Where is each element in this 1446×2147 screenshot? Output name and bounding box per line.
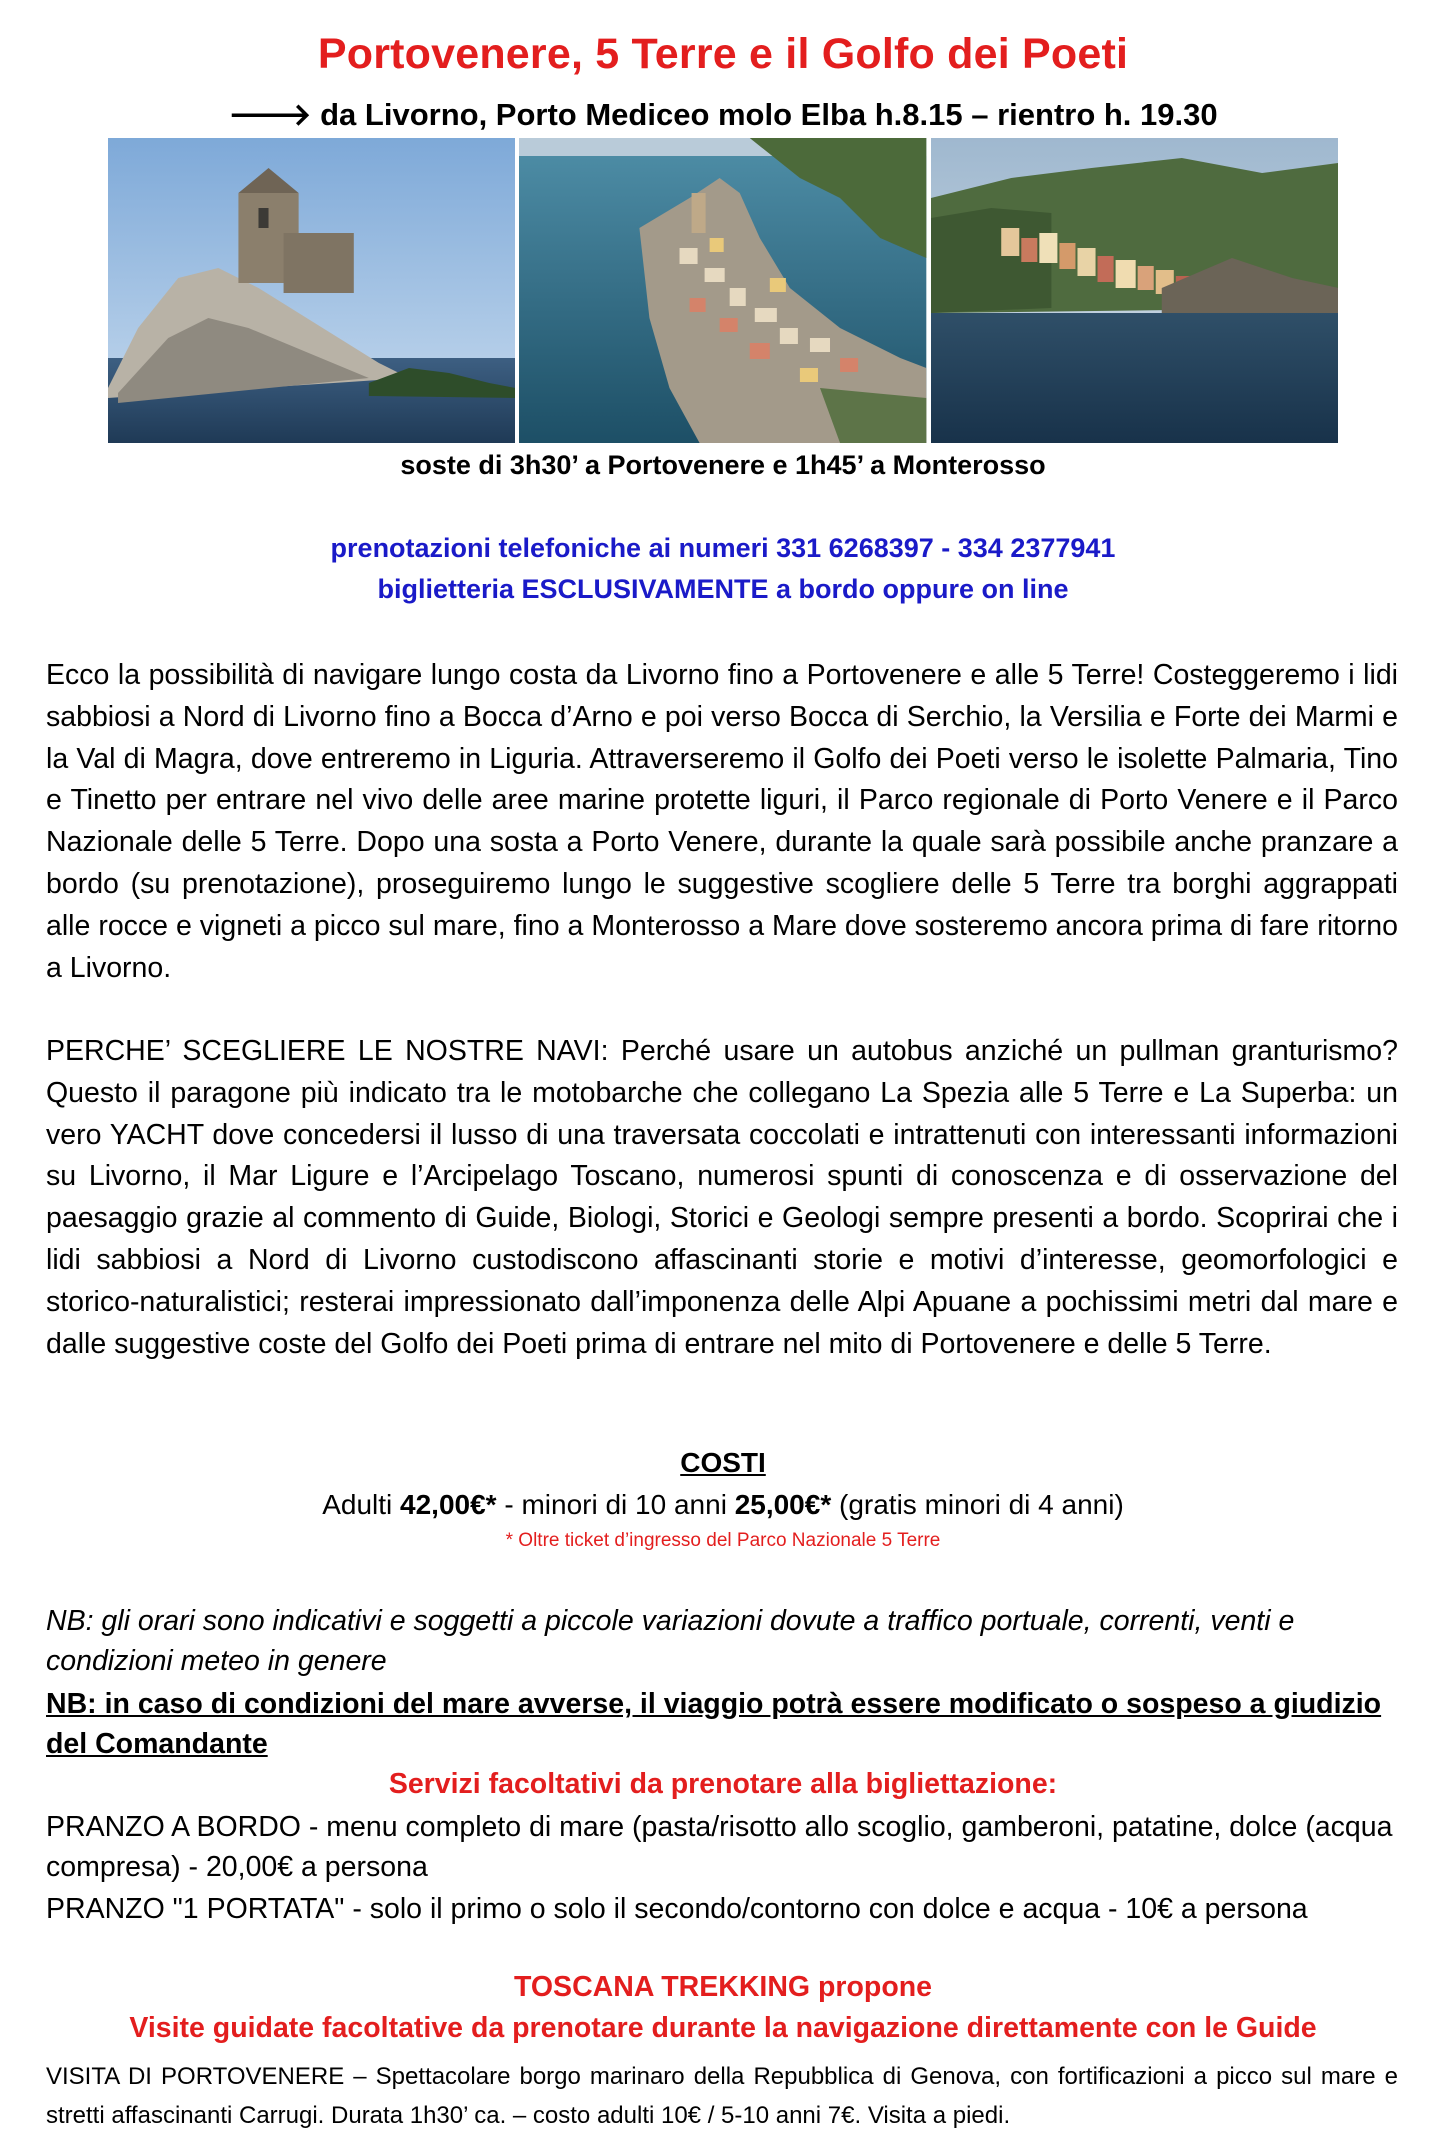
photo-strip [108,138,1338,443]
adults-label: Adulti [322,1489,401,1520]
trekking-subheading: Visite guidate facoltative da prenotare durante la navigazione direttamente con le Guide [129,2012,1317,2044]
booking-phones: prenotazioni telefoniche ai numeri 331 6268397 - 334 2377941 [330,533,1116,563]
nb-times-note: NB: gli orari sono indicativi e soggetti a piccole variazioni dovute a traffico portuale, correnti, venti e condizioni meteo in genere [46,1605,1295,1677]
departure-text: da Livorno, Porto Mediceo molo Elba h.8.15 – rientro h. 19.30 [320,97,1218,132]
why-paragraph: PERCHE’ SCEGLIERE LE NOSTRE NAVI: Perché usare un autobus anziché un pullman granturismo? Questo il paragone più indicato tra le motobarche che collegano La Spezia alle 5 Terre e La Superba: un vero YACHT dove concedersi il lusso di una traversata coccolati e intrattenuti con interessanti informazioni su Livorno, il Mar Ligure e l’Arcipelago Toscano, numerosi spunti di conoscenza e di osservazione del paesaggio grazie al commento di Guide, Biologi, Storici e Geologi sempre presenti a bordo. Scoprirai che i lidi sabbiosi a Nord di Livorno custodiscono affascinanti storie e motivi d’interesse, geomorfologici e storico-naturalistici; resterai impressionato dall’imponenza delle Alpi Apuane a pochissimi metri dal mare e dalle suggestive coste del Golfo dei Poeti prima di entrare nel mito di Portovenere e delle 5 Terre. [46,1035,1398,1360]
ticket-note: * Oltre ticket d’ingresso del Parco Nazionale 5 Terre [505,1530,941,1551]
nb-sea-note: NB: in caso di condizioni del mare avverse, il viaggio potrà essere modificato o sospeso a giudizio del Comandante [46,1688,1382,1760]
minors-label: - minori di 10 anni [496,1489,735,1520]
costs-heading: COSTI [680,1447,766,1478]
page-title: Portovenere, 5 Terre e il Golfo dei Poeti [317,30,1129,78]
booking-tickets: biglietteria ESCLUSIVAMENTE a bordo oppure on line [377,574,1069,604]
costs-line [0,1489,1446,1521]
photo-riomaggiore [931,138,1338,443]
service-lunch-full: PRANZO A BORDO - menu completo di mare (pasta/risotto allo scoglio, gamberoni, patatine, dolce (acqua compresa) - 20,00€ a persona [46,1811,1393,1883]
photo-portovenere-church [108,138,515,443]
intro-paragraph: Ecco la possibilità di navigare lungo costa da Livorno fino a Portovenere e alle 5 Terre! Costeggeremo i lidi sabbiosi a Nord di Livorno fino a Bocca d’Arno e poi verso Bocca di Serchio, la Versilia e Forte dei Marmi e la Val di Magra, dove entreremo in Liguria. Attraverseremo il Golfo dei Poeti verso le isolette Palmaria, Tino e Tinetto per entrare nel vivo delle aree marine protette liguri, il Parco regionale di Porto Venere e il Parco Nazionale delle 5 Terre. Dopo una sosta a Porto Venere, durante la quale sarà possibile anche pranzare a bordo (su prenotazione), proseguiremo lungo le suggestive scogliere delle 5 Terre tra borghi aggrappati alle rocce e vigneti a picco sul mare, fino a Monterosso a Mare dove sosteremo ancora prima di fare ritorno a Livorno. [46,659,1398,984]
service-lunch-single: PRANZO "1 PORTATA" - solo il primo o solo il secondo/contorno con dolce e acqua - 10€ a persona [46,1893,1308,1925]
minors-price: 25,00€* [734,1489,832,1520]
services-heading: Servizi facoltativi da prenotare alla bigliettazione: [388,1768,1058,1800]
stops-info: soste di 3h30’ a Portovenere e 1h45’ a Monterosso [400,450,1046,480]
free-note: (gratis minori di 4 anni) [831,1489,1124,1520]
trekking-heading: TOSCANA TREKKING propone [514,1971,932,2003]
departure-line [0,96,1446,133]
photo-vernazza [519,138,926,443]
adults-price: 42,00€* [400,1489,497,1520]
visit-portovenere: VISITA DI PORTOVENERE – Spettacolare borgo marinaro della Repubblica di Genova, con fortificazioni a picco sul mare e stretti affascinanti Carrugi. Durata 1h30’ ca. – costo adulti 10€ / 5-10 anni 7€. Visita a piedi. [46,2063,1398,2129]
arrow-right-icon: 🡒 [228,97,312,132]
